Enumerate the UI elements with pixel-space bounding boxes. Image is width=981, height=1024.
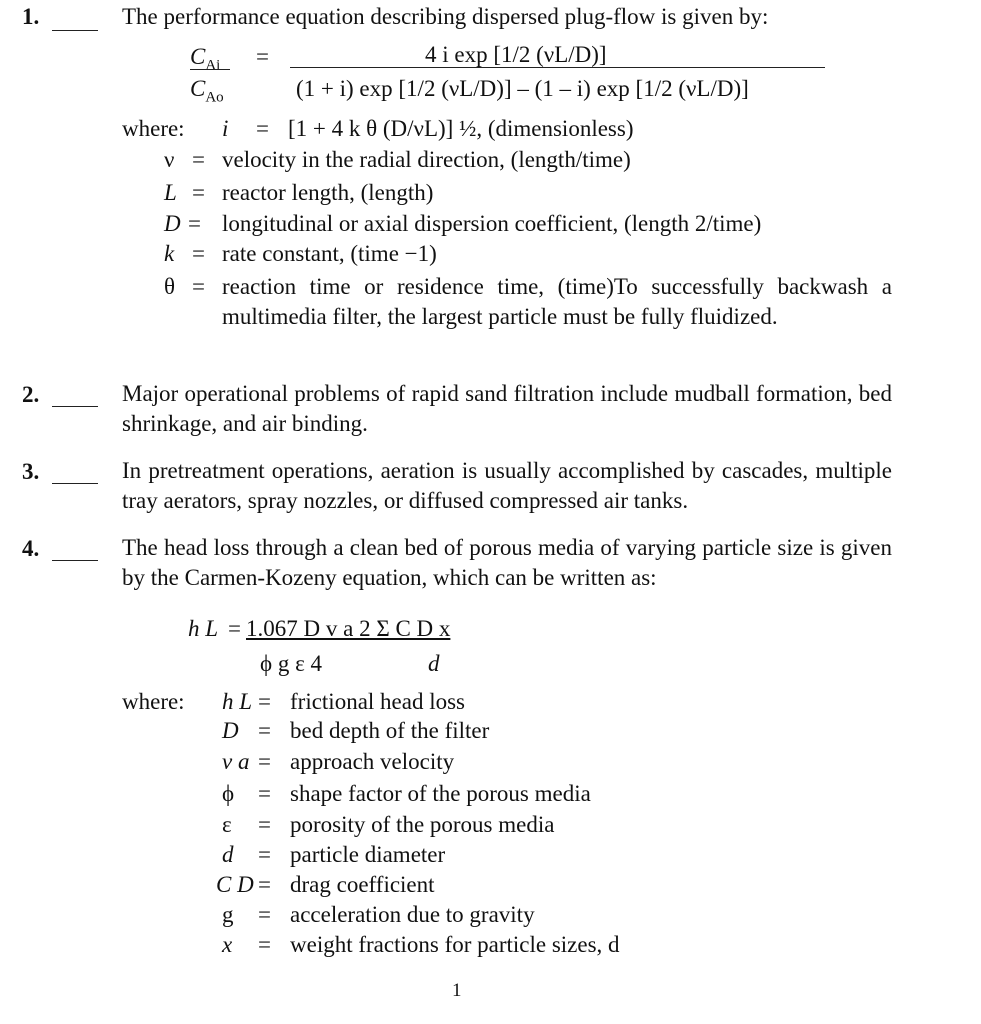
- definition-text: shape factor of the porous media: [290, 781, 591, 806]
- question-1-number: 1.: [22, 4, 40, 29]
- definition-text: reaction time or residence time, (time)To successfully backwash a multimedia filter, the largest particle must be fully fluidized.: [222, 274, 892, 329]
- definition-symbol: L: [164, 180, 177, 205]
- definition-symbol: D: [164, 211, 181, 236]
- question-1-where-label: where:: [122, 116, 185, 141]
- definition-text: [1 + 4 k θ (D/νL)] ½, (dimensionless): [288, 116, 634, 141]
- definition-symbol: i: [222, 116, 229, 141]
- definition-equals: =: [258, 902, 271, 927]
- definition-symbol: g: [222, 902, 234, 927]
- definition-text: bed depth of the filter: [290, 718, 490, 743]
- question-4-number: 4.: [22, 536, 40, 561]
- definition-text: drag coefficient: [290, 872, 435, 897]
- equation-lhs-fraction-bar: [190, 69, 230, 70]
- question-2-answer-blank[interactable]: [52, 406, 98, 407]
- head-loss-equation-denominator: ϕ g ε 4: [260, 651, 323, 676]
- definition-equals: =: [258, 749, 271, 774]
- head-loss-equation-numerator: 1.067 D v a 2 Σ C D x: [246, 616, 451, 641]
- definition-text: particle diameter: [290, 842, 446, 867]
- question-1-text: The performance equation describing dispersed plug-flow is given by:: [122, 4, 769, 29]
- definition-symbol: d: [222, 842, 234, 867]
- definition-text: approach velocity: [290, 749, 455, 774]
- definition-symbol: ϕ: [222, 781, 235, 806]
- definition-equals: =: [258, 781, 271, 806]
- definition-symbol: v a: [222, 749, 250, 774]
- definition-symbol: x: [222, 932, 233, 957]
- definition-text: rate constant, (time −1): [222, 241, 437, 266]
- definition-equals: =: [258, 812, 271, 837]
- question-2-number: 2.: [22, 382, 40, 407]
- question-3-text: In pretreatment operations, aeration is usually accomplished by cascades, multiple tray aerators, spray nozzles, or diffused compressed air tanks.: [122, 458, 892, 513]
- equation-equals: =: [256, 44, 269, 69]
- definition-equals: =: [192, 241, 205, 266]
- definition-symbol: C D: [216, 872, 254, 897]
- definition-equals: =: [192, 274, 205, 299]
- question-3-answer-blank[interactable]: [52, 483, 98, 484]
- definition-equals: =: [258, 872, 271, 897]
- definition-equals: =: [258, 689, 271, 714]
- equation-lhs-denominator: $C_{Ao}$: [190, 76, 224, 106]
- definition-equals: =: [192, 180, 205, 205]
- definition-equals: =: [256, 116, 269, 141]
- definition-equals: =: [192, 147, 205, 172]
- definition-text: porosity of the porous media: [290, 812, 555, 837]
- definition-equals: =: [258, 932, 271, 957]
- question-3-number: 3.: [22, 459, 40, 484]
- definition-symbol: h L: [222, 689, 253, 714]
- definition-text: velocity in the radial direction, (length/time): [222, 147, 631, 172]
- question-4-text: The head loss through a clean bed of porous media of varying particle size is given by the Carmen-Kozeny equation, which can be written as:: [122, 535, 892, 590]
- head-loss-equation-denominator-d: d: [428, 651, 440, 676]
- definition-equals: =: [188, 211, 201, 236]
- question-1-answer-blank[interactable]: [52, 30, 98, 31]
- definition-text: weight fractions for particle sizes, d: [290, 932, 620, 957]
- definition-text: reactor length, (length): [222, 180, 434, 205]
- definition-symbol: θ: [164, 274, 176, 299]
- page-number: 1: [452, 980, 462, 1001]
- definition-text: longitudinal or axial dispersion coefficient, (length 2/time): [222, 211, 762, 236]
- question-2-text: Major operational problems of rapid sand filtration include mudball formation, bed shrinkage, and air binding.: [122, 381, 892, 436]
- definition-symbol: k: [164, 241, 175, 266]
- definition-text: acceleration due to gravity: [290, 902, 535, 927]
- definition-equals: =: [258, 842, 271, 867]
- definition-equals: =: [258, 718, 271, 743]
- definition-symbol: D: [222, 718, 239, 743]
- equation-rhs-fraction-bar: [290, 67, 825, 68]
- definition-symbol: ν: [164, 147, 175, 172]
- equation-lhs-numerator: $C_{Ai}$: [190, 44, 221, 74]
- head-loss-equation-lhs: h L: [188, 616, 219, 641]
- question-4-answer-blank[interactable]: [52, 560, 98, 561]
- equation-rhs-numerator: 4 i exp [1/2 (νL/D)]: [425, 42, 607, 67]
- definition-text: frictional head loss: [290, 689, 466, 714]
- definition-symbol: ε: [222, 812, 232, 837]
- question-4-where-label: where:: [122, 689, 185, 714]
- equation-rhs-denominator: (1 + i) exp [1/2 (νL/D)] – (1 – i) exp [1/2 (νL/D)]: [296, 76, 749, 101]
- head-loss-equation-equals: =: [228, 616, 241, 641]
